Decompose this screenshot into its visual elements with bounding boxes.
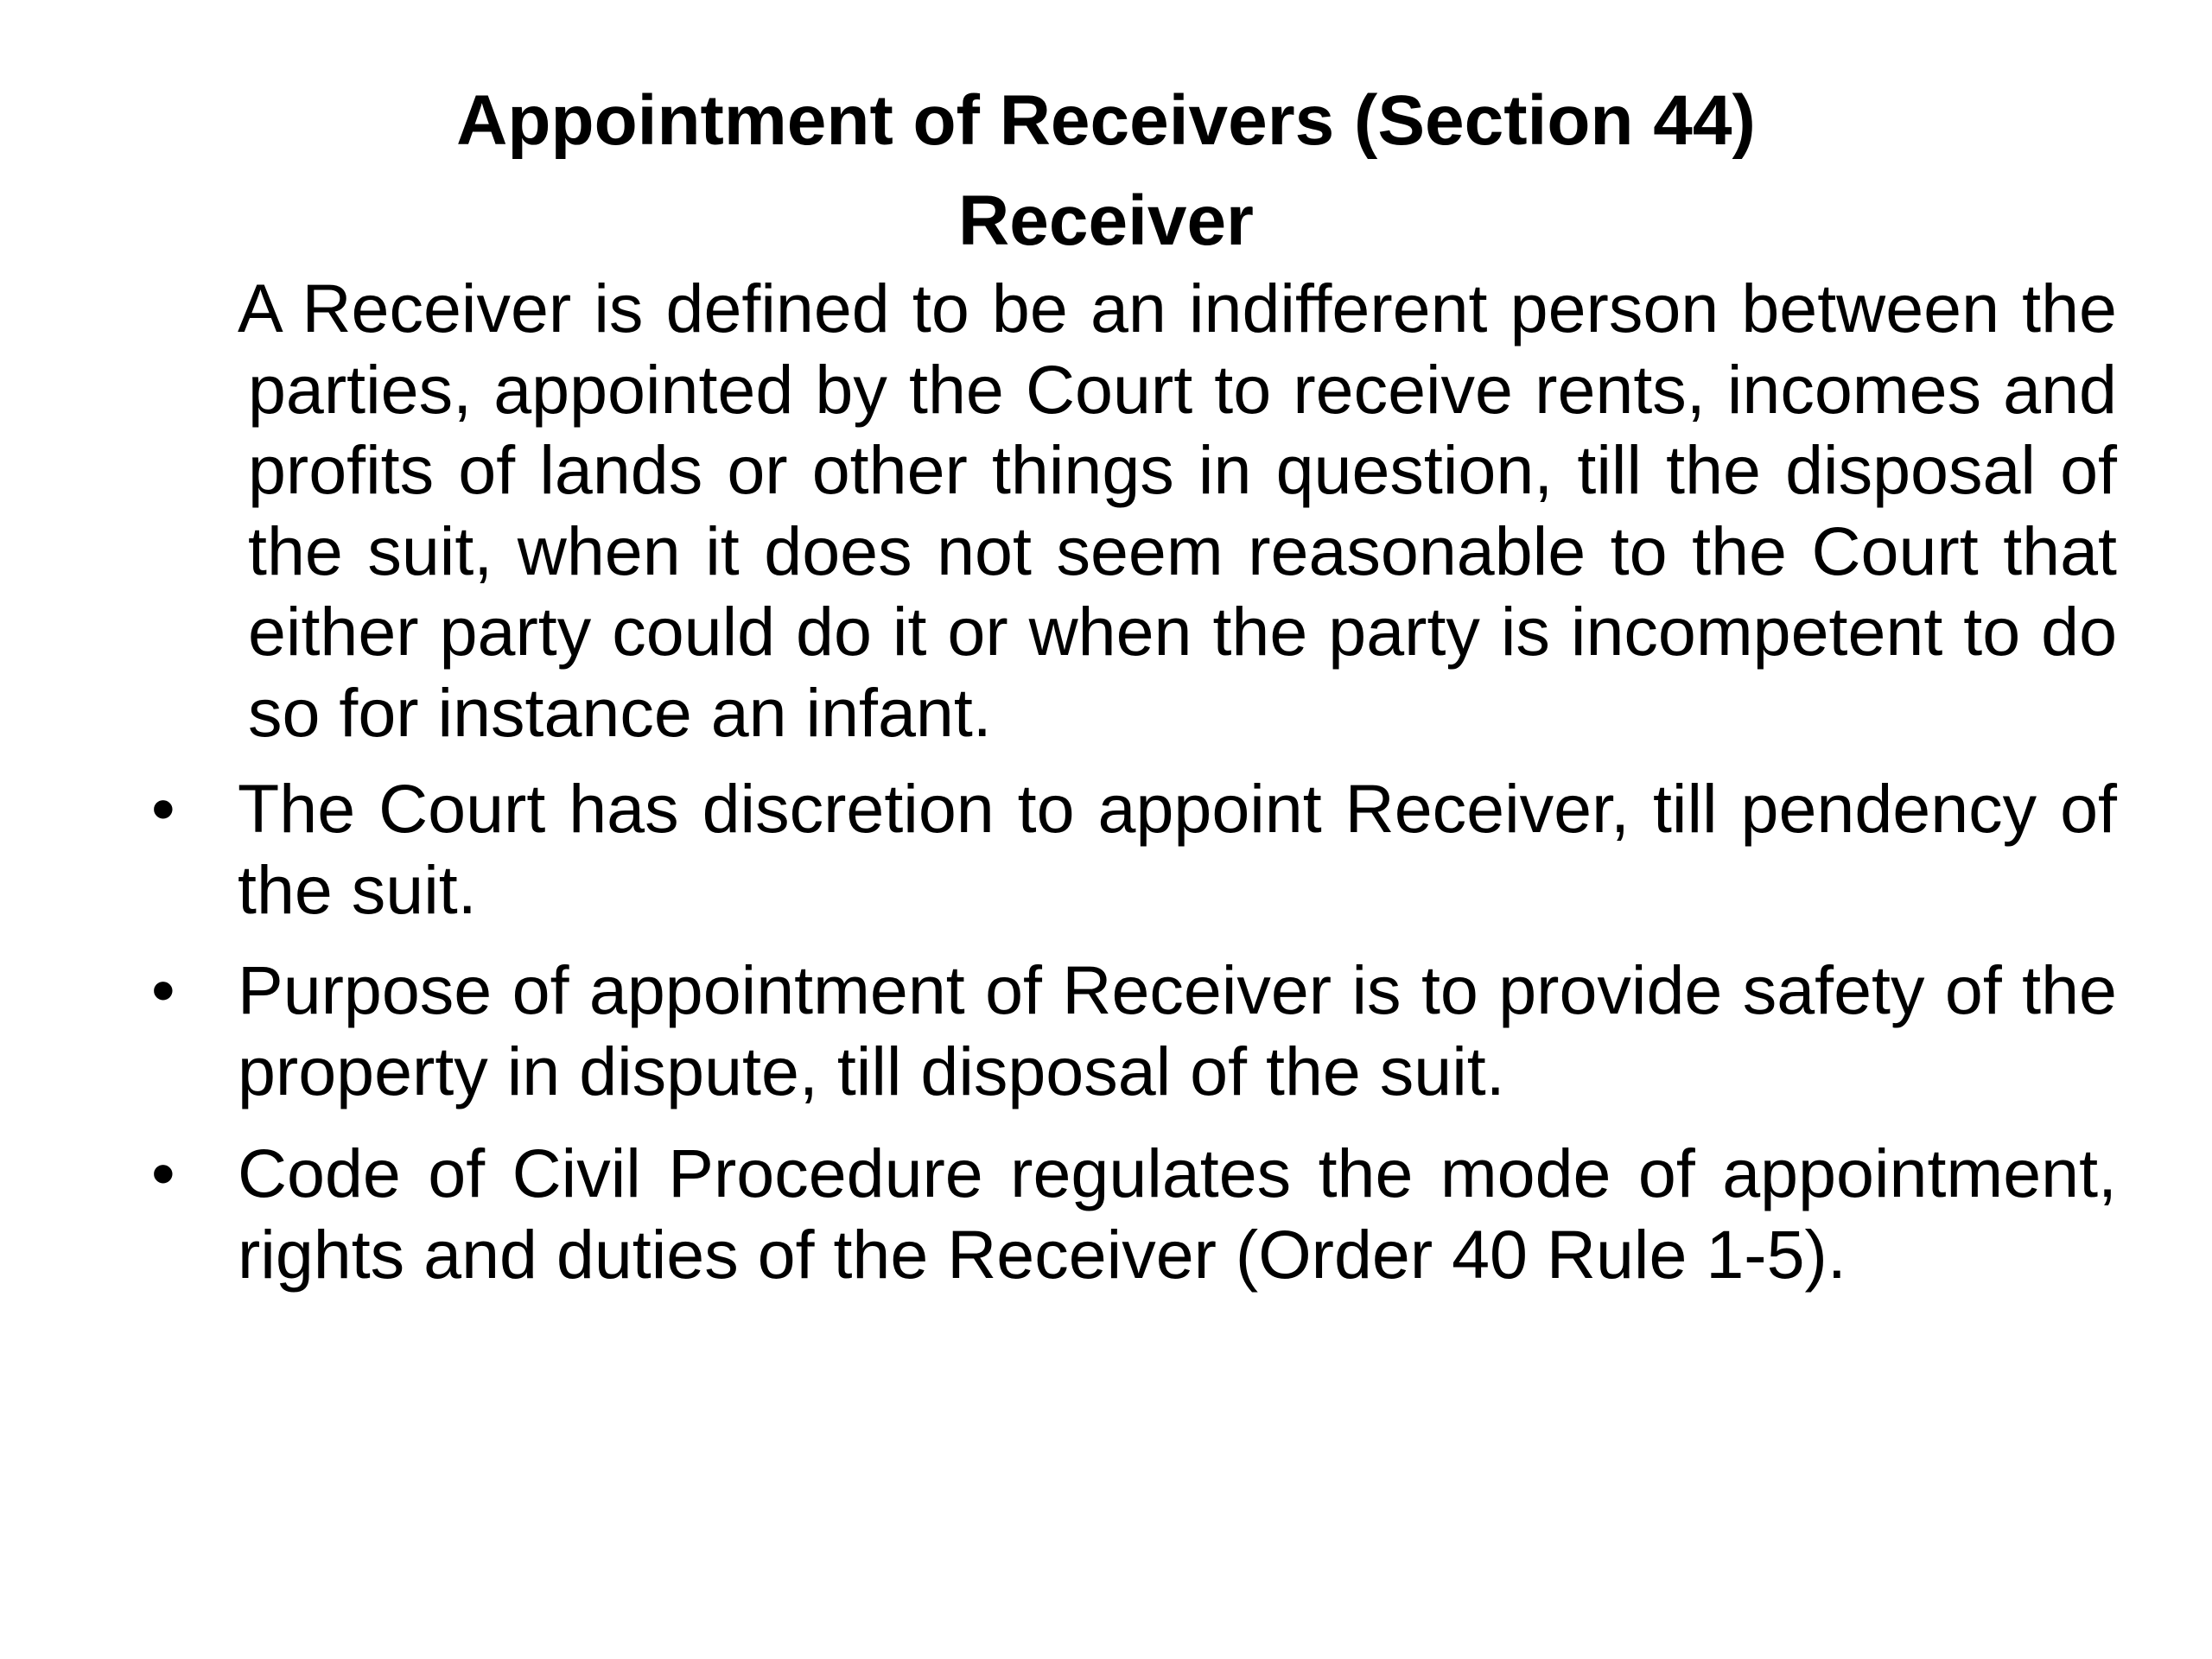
- bullet-text: Code of Civil Procedure regulates the mode of appointment, rights and duties of the Receiver (Order 40 Rule 1-5).: [238, 1135, 2117, 1293]
- bullet-text: The Court has discretion to appoint Receiver, till pendency of the suit.: [238, 770, 2117, 928]
- bullet-dot-icon: •: [151, 770, 175, 847]
- slide-title: Appointment of Receivers (Section 44): [456, 81, 1756, 160]
- bullet-item: [151, 950, 2117, 1111]
- bullet-item: [151, 1133, 2117, 1294]
- bullet-text: Purpose of appointment of Receiver is to provide safety of the property in dispute, till disposal of the suit.: [238, 951, 2117, 1109]
- bullet-dot-icon: •: [151, 951, 175, 1028]
- intro-paragraph: A Receiver is defined to be an indifferent person between the parties, appointed by the Court to receive rents, incomes and profits of lands or other things in question, till the disposal of the suit, when it does not seem reasonable to the Court that either party could do it or when the party is incompetent to do so for instance an infant.: [238, 270, 2117, 751]
- bullet-list: [151, 768, 2117, 1294]
- title-block: [0, 71, 2212, 271]
- bullet-dot-icon: •: [151, 1135, 175, 1211]
- slide-subtitle: Receiver: [958, 181, 1254, 260]
- slide-body: [151, 268, 2117, 1294]
- bullet-item: [151, 768, 2117, 930]
